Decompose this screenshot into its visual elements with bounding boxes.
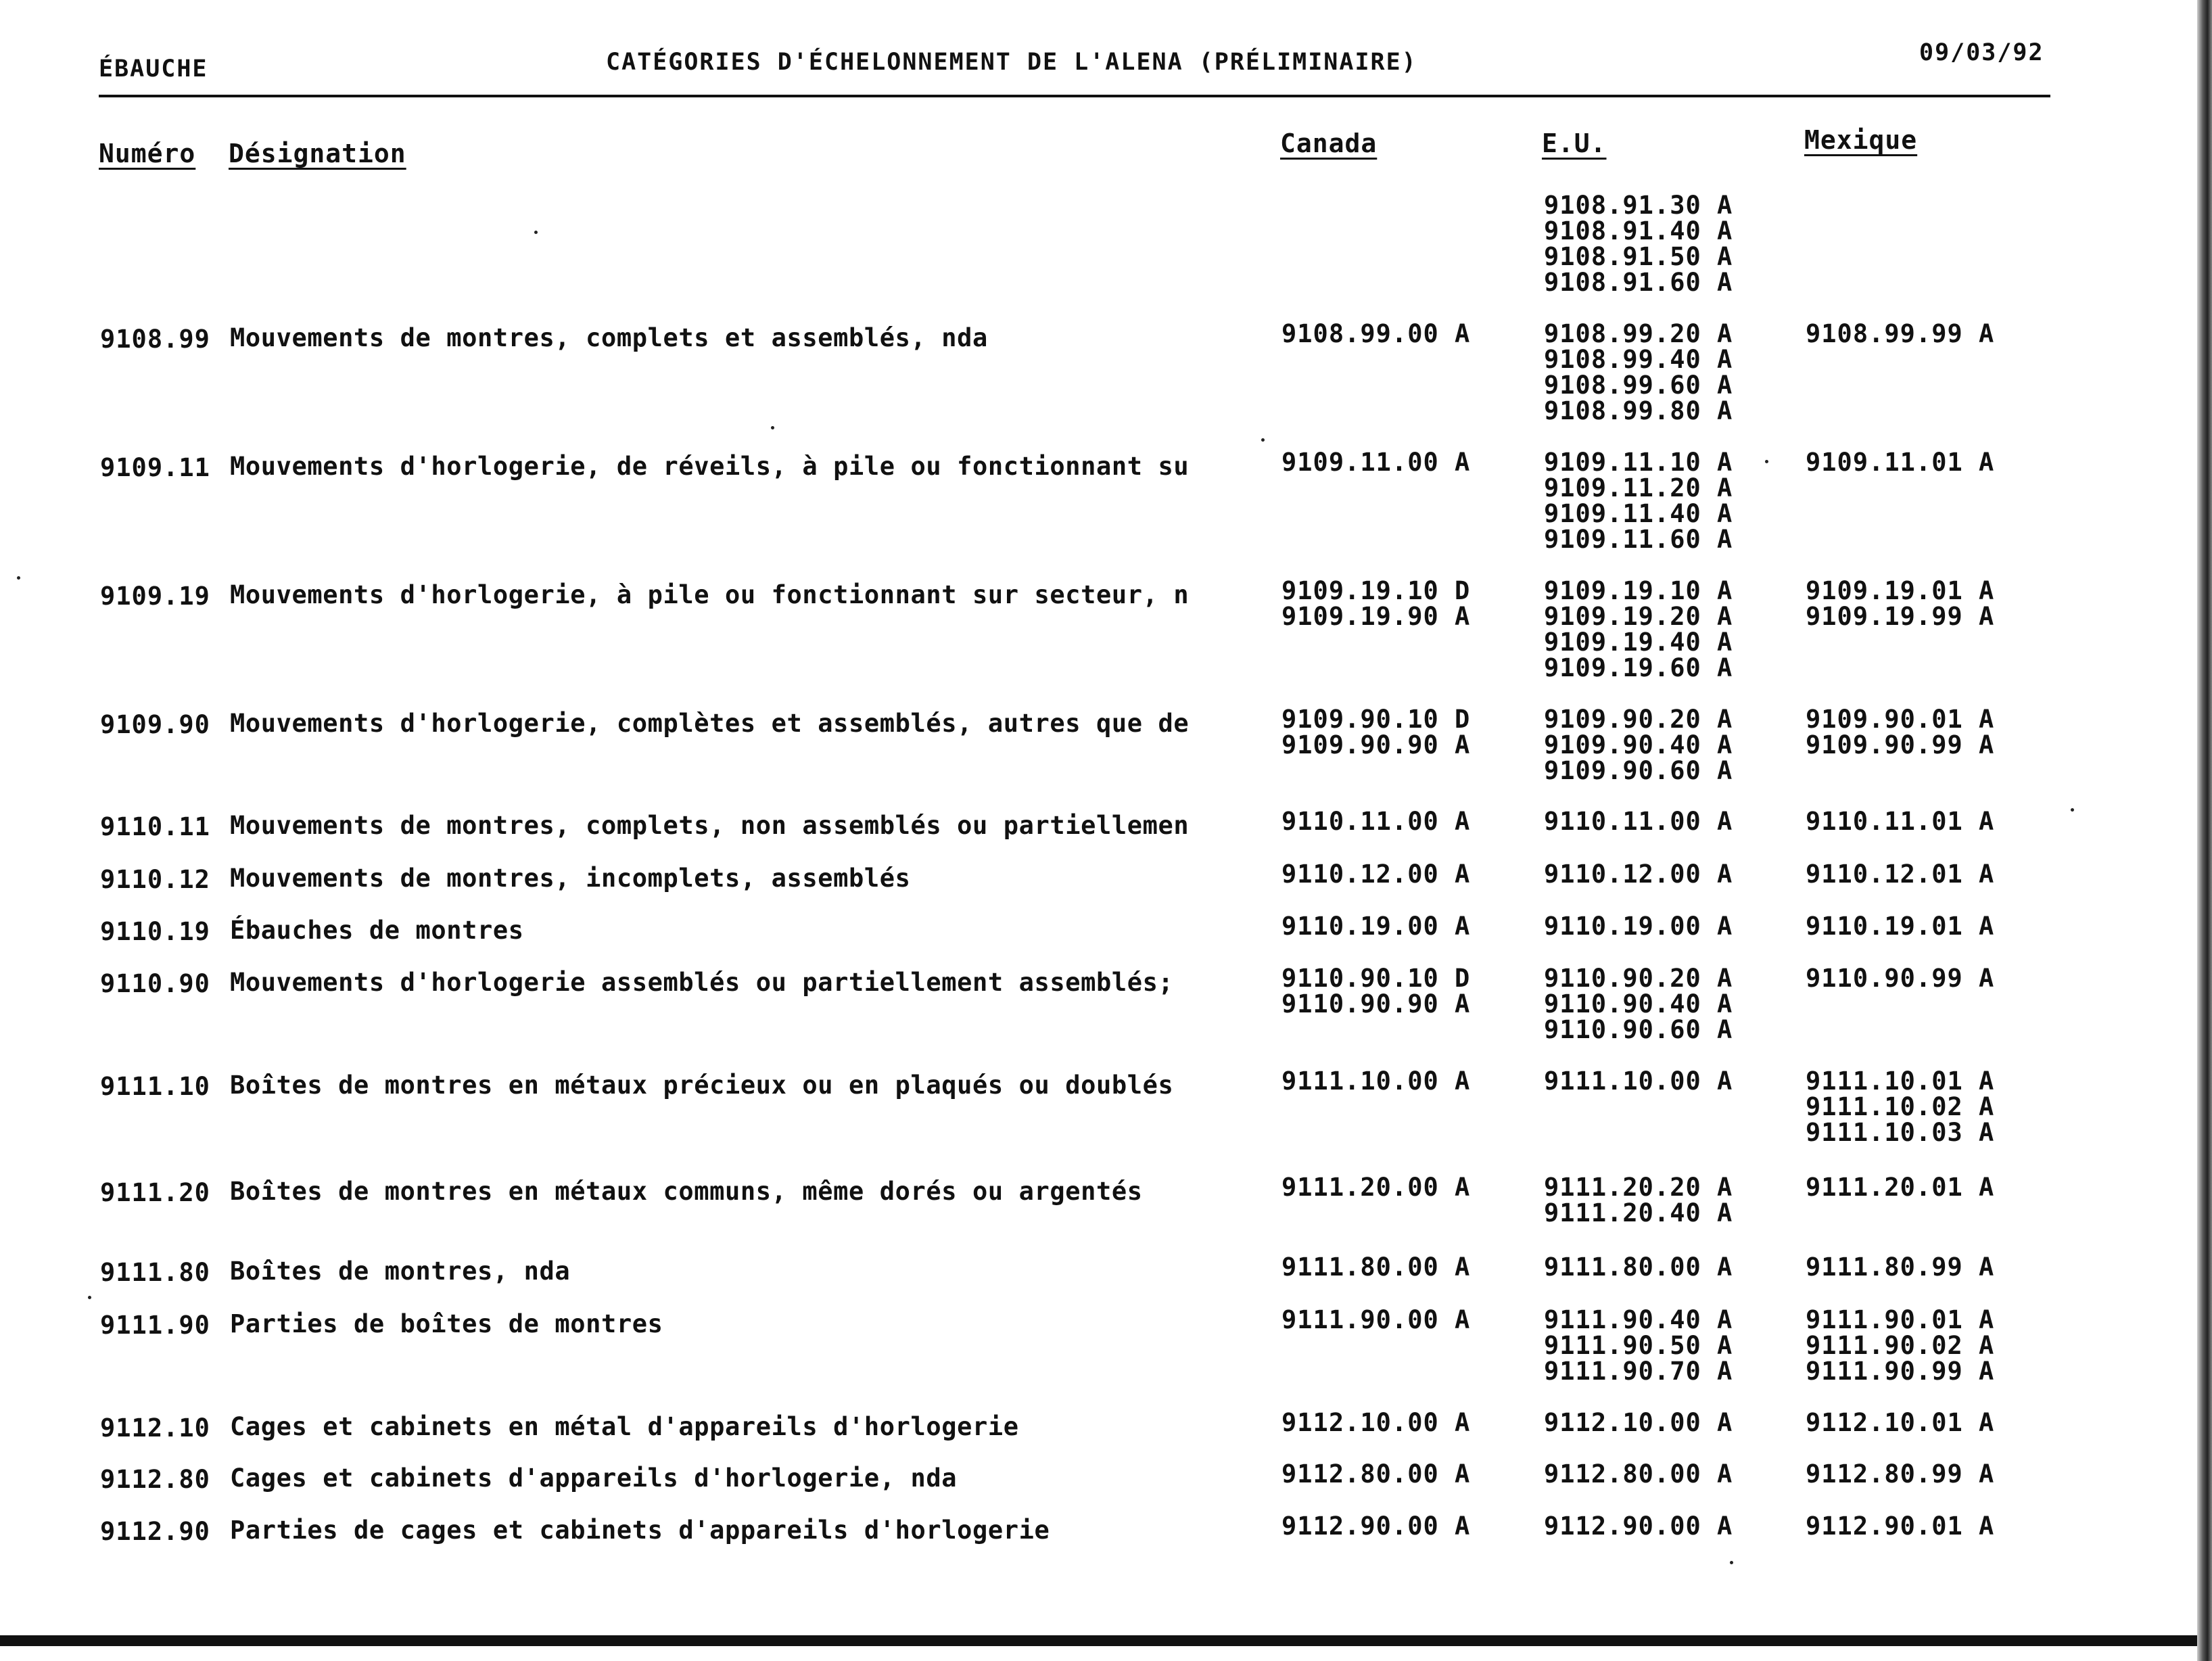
- mexico-code: 9111.90.02 A: [1806, 1331, 1995, 1360]
- mexico-code: 9109.90.99 A: [1806, 730, 1995, 759]
- us-code: 9110.90.60 A: [1544, 1015, 1733, 1044]
- column-header-number: Numéro: [99, 139, 196, 168]
- mexico-codes: [1806, 1461, 1994, 1487]
- tariff-number: 9112.80: [100, 1465, 210, 1494]
- canada-code: 9111.80.00 A: [1281, 1253, 1471, 1282]
- scan-speck: [1765, 460, 1768, 463]
- tariff-number: 9110.90: [100, 969, 210, 998]
- us-codes: [1544, 450, 1733, 553]
- us-codes: [1544, 1069, 1733, 1094]
- mexico-codes: [1806, 1514, 1994, 1539]
- mexico-codes: [1806, 809, 1994, 835]
- mexico-code: 9109.19.99 A: [1806, 602, 1995, 631]
- mexico-code: 9110.19.01 A: [1806, 912, 1995, 941]
- canada-codes: [1281, 1175, 1470, 1200]
- mexico-codes: [1806, 578, 1994, 630]
- canada-code: 9112.10.00 A: [1281, 1408, 1471, 1437]
- us-code: 9111.80.00 A: [1544, 1253, 1733, 1282]
- us-code: 9108.91.60 A: [1544, 268, 1733, 297]
- tariff-number: 9109.90: [100, 710, 210, 739]
- us-code: 9109.19.60 A: [1544, 653, 1733, 682]
- us-code: 9110.11.00 A: [1544, 807, 1733, 836]
- us-codes: [1544, 1410, 1733, 1436]
- mexico-codes: [1806, 1255, 1994, 1280]
- us-code: 9111.90.50 A: [1544, 1331, 1733, 1360]
- us-codes: [1544, 1175, 1733, 1226]
- us-codes: [1544, 1307, 1733, 1384]
- document-date: 09/03/92: [1919, 39, 2044, 66]
- mexico-code: 9111.90.01 A: [1806, 1305, 1995, 1334]
- mexico-code: 9112.80.99 A: [1806, 1459, 1995, 1489]
- canada-codes: [1281, 707, 1470, 758]
- us-code: 9108.99.80 A: [1544, 396, 1733, 425]
- us-code: 9108.91.40 A: [1544, 216, 1733, 245]
- scan-speck: [1261, 438, 1265, 442]
- canada-codes: [1281, 578, 1470, 630]
- tariff-number: 9111.20: [100, 1178, 210, 1207]
- tariff-designation: Mouvements de montres, complets, non assemblés ou partiellemen: [230, 811, 1190, 840]
- column-header-mexico: Mexique: [1804, 125, 1918, 155]
- canada-codes: [1281, 450, 1470, 475]
- mexico-code: 9111.90.99 A: [1806, 1357, 1995, 1386]
- us-code: 9109.11.10 A: [1544, 448, 1733, 477]
- tariff-designation: Mouvements d'horlogerie, à pile ou fonctionnant sur secteur, n: [230, 580, 1190, 609]
- us-codes: [1544, 321, 1733, 424]
- tariff-designation: Mouvements de montres, incomplets, assemblés: [230, 864, 911, 893]
- us-codes: [1544, 578, 1733, 681]
- tariff-number: 9110.19: [100, 917, 210, 946]
- us-code: 9109.90.60 A: [1544, 756, 1733, 785]
- us-codes: [1544, 707, 1733, 784]
- us-code: 9111.90.70 A: [1544, 1357, 1733, 1386]
- scan-speck: [88, 1296, 91, 1299]
- canada-codes: [1281, 1069, 1470, 1094]
- us-codes: [1544, 1514, 1733, 1539]
- us-code: 9112.80.00 A: [1544, 1459, 1733, 1489]
- mexico-code: 9112.10.01 A: [1806, 1408, 1995, 1437]
- mexico-codes: [1806, 914, 1994, 939]
- canada-codes: [1281, 1514, 1470, 1539]
- mexico-codes: [1806, 321, 1994, 347]
- canada-code: 9112.90.00 A: [1281, 1512, 1471, 1541]
- mexico-code: 9110.12.01 A: [1806, 860, 1995, 889]
- canada-code: 9111.90.00 A: [1281, 1305, 1471, 1334]
- tariff-number: 9112.10: [100, 1413, 210, 1443]
- canada-code: 9111.10.00 A: [1281, 1067, 1471, 1096]
- us-code: 9108.91.50 A: [1544, 242, 1733, 271]
- us-code: 9109.19.40 A: [1544, 628, 1733, 657]
- canada-code: 9110.19.00 A: [1281, 912, 1471, 941]
- us-codes: [1544, 809, 1733, 835]
- us-code: 9111.20.20 A: [1544, 1173, 1733, 1202]
- tariff-number: 9110.12: [100, 865, 210, 894]
- document-title: CATÉGORIES D'ÉCHELONNEMENT DE L'ALENA (PRÉLIMINAIRE): [606, 49, 1417, 76]
- tariff-designation: Cages et cabinets d'appareils d'horlogerie, nda: [230, 1464, 958, 1493]
- tariff-designation: Mouvements d'horlogerie, de réveils, à pile ou fonctionnant su: [230, 452, 1190, 481]
- draft-label: ÉBAUCHE: [99, 55, 208, 83]
- mexico-code: 9112.90.01 A: [1806, 1512, 1995, 1541]
- header-rule: [99, 95, 2050, 97]
- us-code: 9108.99.60 A: [1544, 371, 1733, 400]
- mexico-code: 9111.10.01 A: [1806, 1067, 1995, 1096]
- tariff-designation: Parties de boîtes de montres: [230, 1309, 663, 1338]
- mexico-code: 9108.99.99 A: [1806, 319, 1995, 348]
- us-code: 9111.90.40 A: [1544, 1305, 1733, 1334]
- scan-edge: [2197, 0, 2212, 1661]
- tariff-number: 9111.90: [100, 1311, 210, 1340]
- canada-codes: [1281, 321, 1470, 347]
- tariff-number: 9110.11: [100, 812, 210, 841]
- scan-speck: [17, 576, 20, 580]
- canada-codes: [1281, 1410, 1470, 1436]
- canada-code: 9109.90.10 D: [1281, 705, 1471, 734]
- canada-code: 9112.80.00 A: [1281, 1459, 1471, 1489]
- tariff-designation: Boîtes de montres, nda: [230, 1257, 571, 1286]
- us-code: 9110.12.00 A: [1544, 860, 1733, 889]
- canada-codes: [1281, 1461, 1470, 1487]
- footer-rule: [0, 1635, 2212, 1646]
- mexico-codes: [1806, 450, 1994, 475]
- scan-speck: [1730, 1561, 1733, 1564]
- canada-code: 9110.90.90 A: [1281, 989, 1471, 1019]
- mexico-code: 9111.10.02 A: [1806, 1092, 1995, 1121]
- tariff-designation: Ébauches de montres: [230, 916, 524, 945]
- mexico-codes: [1806, 1175, 1994, 1200]
- mexico-code: 9111.80.99 A: [1806, 1253, 1995, 1282]
- canada-code: 9110.11.00 A: [1281, 807, 1471, 836]
- tariff-designation: Boîtes de montres en métaux communs, même dorés ou argentés: [230, 1177, 1143, 1206]
- mexico-code: 9109.90.01 A: [1806, 705, 1995, 734]
- tariff-number: 9112.90: [100, 1517, 210, 1546]
- us-codes: [1544, 1461, 1733, 1487]
- scan-speck: [534, 231, 538, 234]
- mexico-code: 9111.20.01 A: [1806, 1173, 1995, 1202]
- canada-codes: [1281, 914, 1470, 939]
- mexico-codes: [1806, 1069, 1994, 1146]
- tariff-number: 9111.10: [100, 1072, 210, 1101]
- us-code: 9110.90.40 A: [1544, 989, 1733, 1019]
- mexico-code: 9109.19.01 A: [1806, 576, 1995, 605]
- scan-speck: [2071, 808, 2074, 812]
- us-code: 9109.19.10 A: [1544, 576, 1733, 605]
- mexico-codes: [1806, 862, 1994, 887]
- tariff-designation: Mouvements d'horlogerie, complètes et assemblés, autres que de: [230, 709, 1190, 738]
- canada-codes: [1281, 809, 1470, 835]
- tariff-number: 9109.19: [100, 582, 210, 611]
- canada-code: 9109.19.90 A: [1281, 602, 1471, 631]
- tariff-designation: Mouvements d'horlogerie assemblés ou partiellement assemblés;: [230, 968, 1174, 997]
- mexico-code: 9110.90.99 A: [1806, 964, 1995, 993]
- canada-codes: [1281, 1255, 1470, 1280]
- tariff-number: 9108.99: [100, 325, 210, 354]
- us-code: 9109.90.40 A: [1544, 730, 1733, 759]
- mexico-code: 9111.10.03 A: [1806, 1118, 1995, 1147]
- canada-code: 9111.20.00 A: [1281, 1173, 1471, 1202]
- us-code: 9112.90.00 A: [1544, 1512, 1733, 1541]
- mexico-code: 9110.11.01 A: [1806, 807, 1995, 836]
- us-codes: [1544, 1255, 1733, 1280]
- us-codes: [1544, 193, 1733, 296]
- tariff-designation: Boîtes de montres en métaux précieux ou en plaqués ou doublés: [230, 1071, 1174, 1100]
- us-code: 9108.99.40 A: [1544, 345, 1733, 374]
- tariff-number: 9111.80: [100, 1258, 210, 1287]
- us-code: 9108.99.20 A: [1544, 319, 1733, 348]
- column-header-designation: Désignation: [229, 139, 406, 168]
- tariff-designation: Mouvements de montres, complets et assemblés, nda: [230, 323, 988, 352]
- mexico-codes: [1806, 1307, 1994, 1384]
- us-code: 9109.11.40 A: [1544, 499, 1733, 528]
- us-codes: [1544, 966, 1733, 1043]
- us-code: 9108.91.30 A: [1544, 191, 1733, 220]
- mexico-code: 9109.11.01 A: [1806, 448, 1995, 477]
- column-header-us: E.U.: [1542, 128, 1607, 158]
- canada-code: 9109.90.90 A: [1281, 730, 1471, 759]
- canada-codes: [1281, 1307, 1470, 1333]
- us-code: 9111.10.00 A: [1544, 1067, 1733, 1096]
- us-code: 9109.90.20 A: [1544, 705, 1733, 734]
- canada-code: 9110.12.00 A: [1281, 860, 1471, 889]
- canada-codes: [1281, 862, 1470, 887]
- mexico-codes: [1806, 707, 1994, 758]
- us-code: 9111.20.40 A: [1544, 1198, 1733, 1227]
- tariff-designation: Cages et cabinets en métal d'appareils d'horlogerie: [230, 1412, 1019, 1441]
- mexico-codes: [1806, 966, 1994, 991]
- us-codes: [1544, 862, 1733, 887]
- us-code: 9110.90.20 A: [1544, 964, 1733, 993]
- us-code: 9109.11.20 A: [1544, 473, 1733, 502]
- tariff-number: 9109.11: [100, 453, 210, 482]
- canada-codes: [1281, 966, 1470, 1017]
- us-code: 9110.19.00 A: [1544, 912, 1733, 941]
- canada-code: 9108.99.00 A: [1281, 319, 1471, 348]
- column-header-canada: Canada: [1280, 128, 1378, 158]
- us-code: 9112.10.00 A: [1544, 1408, 1733, 1437]
- scan-speck: [771, 426, 774, 429]
- mexico-codes: [1806, 1410, 1994, 1436]
- canada-code: 9109.19.10 D: [1281, 576, 1471, 605]
- tariff-designation: Parties de cages et cabinets d'appareils d'horlogerie: [230, 1516, 1050, 1545]
- us-codes: [1544, 914, 1733, 939]
- us-code: 9109.19.20 A: [1544, 602, 1733, 631]
- canada-code: 9110.90.10 D: [1281, 964, 1471, 993]
- us-code: 9109.11.60 A: [1544, 525, 1733, 554]
- canada-code: 9109.11.00 A: [1281, 448, 1471, 477]
